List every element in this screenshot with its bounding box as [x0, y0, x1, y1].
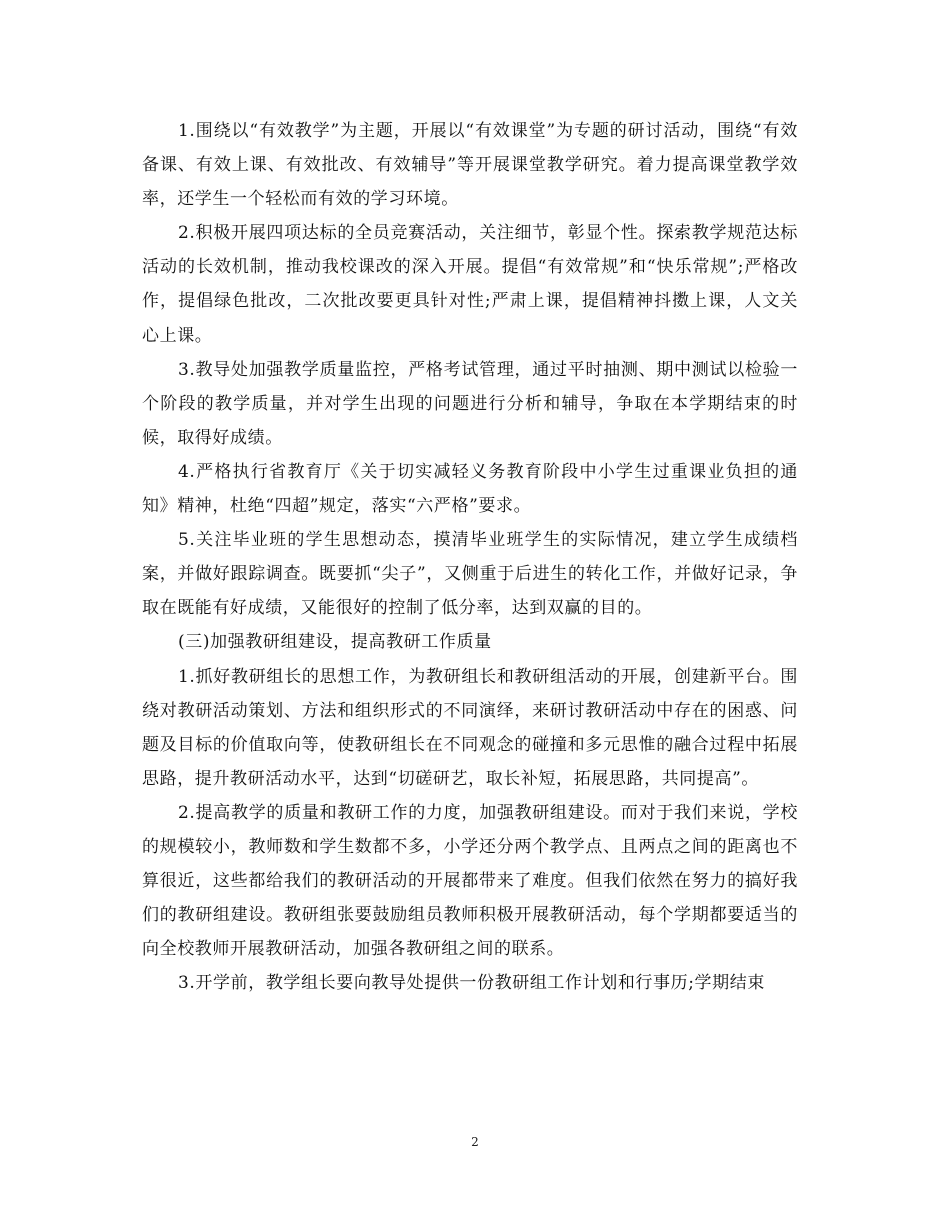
paragraph-3: 3.教导处加强教学质量监控，严格考试管理，通过平时抽测、期中测试以检验一个阶段的教学质量，并对学生出现的问题进行分析和辅导，争取在本学期结束的时候，取得好成绩。: [142, 359, 798, 448]
paragraph-4: 4.严格执行省教育厅《关于切实减轻义务教育阶段中小学生过重课业负担的通知》精神，杜绝“四超”规定，落实“六严格”要求。: [142, 461, 798, 517]
page-number: 2: [471, 1135, 479, 1149]
paragraph-2: 2.积极开展四项达标的全员竞赛活动，关注细节，彰显个性。探索教学规范达标活动的长效机制，推动我校课改的深入开展。提倡“有效常规”和“快乐常规”;严格改作，提倡绿色批改，二次批改要更具针对性;严肃上课，提倡精神抖擞上课，人文关心上课。: [142, 223, 798, 346]
paragraph-8: 3.开学前，教学组长要向教导处提供一份教研组工作计划和行事历;学期结束: [178, 973, 765, 994]
paragraph-1: 1.围绕以“有效教学”为主题，开展以“有效课堂”为专题的研讨活动，围绕“有效备课、有效上课、有效批改、有效辅导”等开展课堂教学研究。着力提高课堂教学效率，还学生一个轻松而有效的学习环境。: [142, 121, 798, 210]
paragraph-6: 1.抓好教研组长的思想工作，为教研组长和教研组活动的开展，创建新平台。围绕对教研活动策划、方法和组织形式的不同演绎，来研讨教研活动中存在的困惑、问题及目标的价值取向等，使教研组长在不同观念的碰撞和多元思惟的融合过程中拓展思路，提升教研活动水平，达到“切磋研艺，取长补短，拓展思路，共同提高”。: [142, 666, 798, 789]
paragraph-7: 2.提高教学的质量和教研工作的力度，加强教研组建设。而对于我们来说，学校的规模较小，教师数和学生数都不多，小学还分两个教学点、且两点之间的距离也不算很近，这些都给我们的教研活动的开展都带来了难度。但我们依然在努力的搞好我们的教研组建设。教研组张要鼓励组员教师积极开展教研活动，每个学期都要适当的向全校教师开展教研活动，加强各教研组之间的联系。: [142, 802, 798, 960]
body-text: [142, 114, 798, 1000]
section-heading: (三)加强教研组建设，提高教研工作质量: [178, 632, 492, 653]
paragraph-5: 5.关注毕业班的学生思想动态，摸清毕业班学生的实际情况，建立学生成绩档案，并做好跟踪调查。既要抓“尖子”，又侧重于后进生的转化工作，并做好记录，争取在既能有好成绩，又能很好的控制了低分率，达到双赢的目的。: [142, 530, 798, 619]
